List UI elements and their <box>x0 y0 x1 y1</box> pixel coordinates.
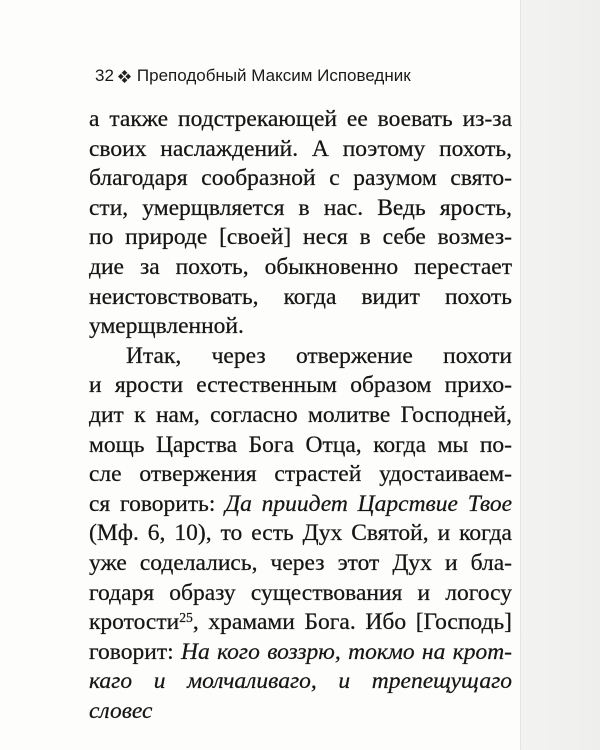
text-line: умерщвленной. <box>89 313 244 340</box>
scripture-quote: Да приидет Царствие Твое <box>225 490 512 517</box>
text-line: каго и молчаливаго, и трепещущаго словес <box>89 668 512 724</box>
text-line: Итак, через отвержение похоти <box>126 342 512 369</box>
text-line: дие за похоть, обыкновенно перестает <box>89 253 512 280</box>
line-text: , храмами Бога. Ибо [Господь] <box>192 609 512 636</box>
text-line: и ярости естественным образом прихо- <box>89 372 512 399</box>
text-line: дит к нам, согласно молитве Господней, <box>89 401 512 428</box>
scripture-quote: На кого воззрю, токмо на крот- <box>180 638 512 665</box>
text-line: сти, умерщвляется в нас. Ведь ярость, <box>89 194 512 221</box>
text-line: неистовствовать, когда видит похоть <box>89 283 512 310</box>
line-text: ся говорить: <box>89 490 226 517</box>
body-text <box>89 105 512 724</box>
text-line: мощь Царства Бога Отца, когда мы по- <box>89 431 512 458</box>
text-line: благодаря сообразной с разумом свято- <box>89 165 512 192</box>
text-line <box>89 490 512 520</box>
diamond-ornament-icon <box>118 70 131 83</box>
page-number: 32 <box>95 66 114 85</box>
text-line: по природе [своей] неся в себе возмез- <box>89 224 512 251</box>
text-line: годаря образу существования и логосу <box>89 579 512 606</box>
text-line: своих наслаждений. А поэтому похоть, <box>89 135 512 162</box>
paragraph <box>89 105 512 342</box>
text-line: уже соделались, через этот Дух и бла- <box>89 549 512 576</box>
footnote-reference: 25 <box>179 609 193 625</box>
running-header <box>95 65 411 87</box>
text-line: а также подстрекающей ее воевать из-за <box>89 106 512 132</box>
text-line: (Мф. 6, 10), то есть Дух Святой, и когда <box>89 520 512 547</box>
text-line <box>89 638 512 668</box>
running-title: Преподобный Максим Исповедник <box>136 66 411 85</box>
page-edge-shading <box>520 0 600 750</box>
line-text: говорит: <box>89 638 181 665</box>
text-line: сле отвержения страстей удостаиваем- <box>89 461 512 488</box>
line-text: кротости <box>89 609 180 636</box>
text-line <box>89 608 512 638</box>
paragraph <box>89 342 512 724</box>
